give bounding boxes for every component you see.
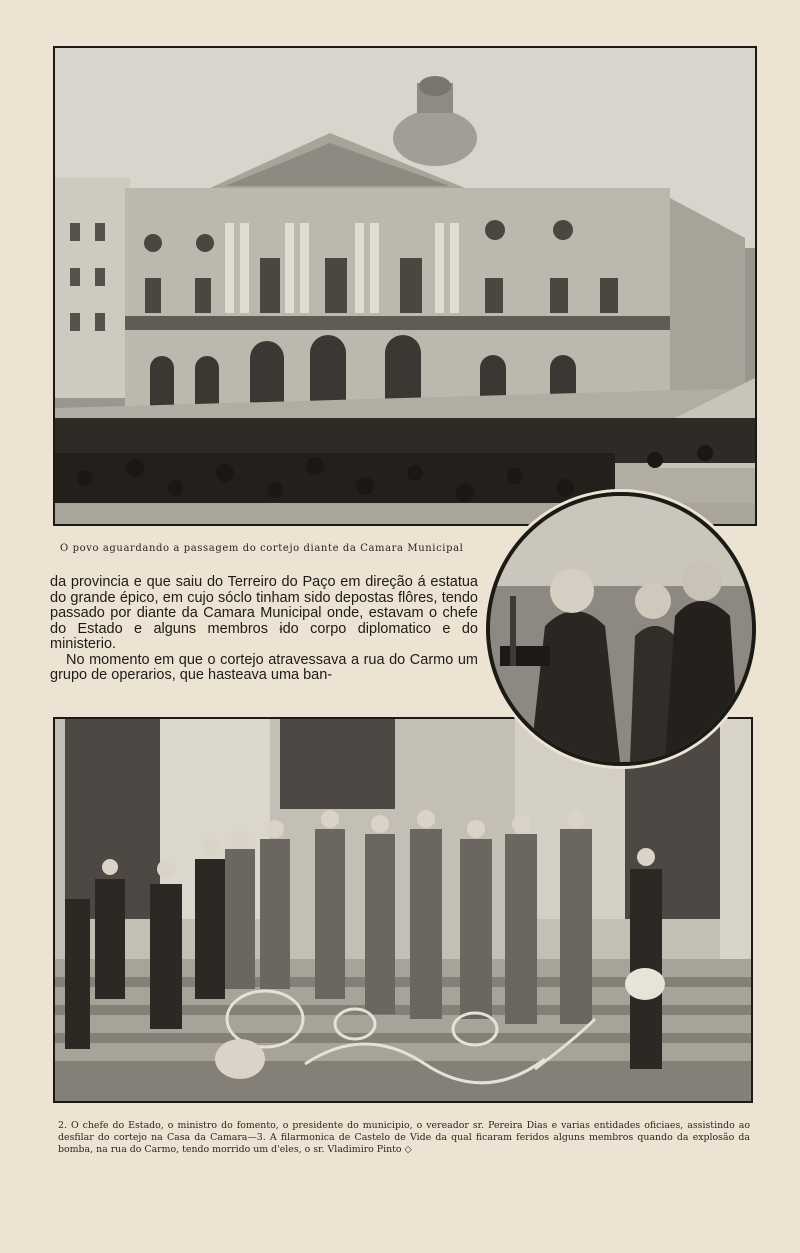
bottom-photo-caption: 2. O chefe do Estado, o ministro do fomento, o presidente do municipio, o vereador sr. Pereira Dias e varias entidades oficiaes, assistindo ao desfilar do cortejo na Casa da Camara—3. A filarmonica de Castelo de Vide da qual ficaram feridos alguns membros quando da explosão da bomba, na rua do Carmo, tendo morrido um d'eles, o sr. Vladimiro Pinto ◇	[58, 1120, 750, 1155]
article-text	[50, 575, 478, 684]
band-on-steps-photo	[53, 717, 753, 1103]
city-hall-illustration	[55, 48, 755, 524]
top-photo-caption: O povo aguardando a passagem do cortejo diante da Camara Municipal	[60, 543, 464, 554]
officials-portrait-photo	[486, 492, 756, 766]
article-paragraph: da provincia e que saiu do Terreiro do Paço em direção á estatua do grande épico, em cujo sóclo tinham sido depostas flôres, tendo passado por diante da Camara Municipal onde, estavam o chefe do Estado e alguns membros ɨdo corpo diplomatico e do ministerio.	[50, 574, 478, 652]
article-paragraph: No momento em que o cortejo atravessava a rua do Carmo um grupo de operarios, que hasteava uma ban-	[50, 651, 478, 683]
officials-illustration	[490, 496, 752, 762]
band-illustration	[55, 719, 751, 1101]
city-hall-crowd-photo	[53, 46, 757, 526]
